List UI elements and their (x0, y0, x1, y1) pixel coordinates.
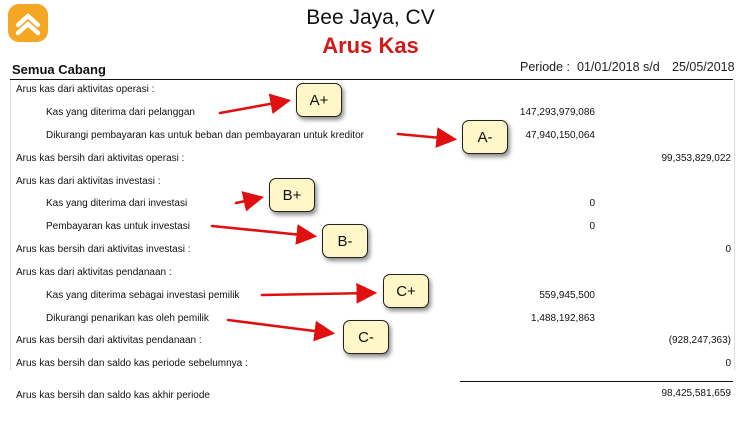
ending-balance-value: 98,425,581,659 (661, 388, 731, 399)
operating-inflow-value: 147,293,979,086 (519, 107, 595, 118)
badge-a-minus: A- (462, 120, 508, 154)
investing-inflow-label: Kas yang diterima dari investasi (46, 198, 188, 209)
badge-c-minus: C- (343, 320, 389, 354)
investing-net-label: Arus kas bersih dari aktivitas investasi : (16, 244, 191, 255)
periode-to: 25/05/2018 (672, 60, 735, 74)
investing-outflow-value: 0 (589, 221, 595, 232)
operating-inflow-label: Kas yang diterima dari pelanggan (46, 107, 195, 118)
ending-balance-label: Arus kas bersih dan saldo kas akhir periode (16, 390, 210, 401)
operating-header: Arus kas dari aktivitas operasi : (16, 84, 155, 95)
report-title: Arus Kas (322, 33, 419, 58)
branch-label: Semua Cabang (12, 62, 106, 77)
financing-net-label: Arus kas bersih dari aktivitas pendanaan : (16, 335, 202, 346)
operating-outflow-value: 47,940,150,064 (525, 130, 595, 141)
periode-from: 01/01/2018 s/d (577, 60, 660, 74)
badge-a-plus: A+ (296, 83, 342, 117)
financing-inflow-label: Kas yang diterima sebagai investasi pemilik (46, 290, 240, 301)
badge-c-plus: C+ (383, 274, 429, 308)
financing-outflow-label: Dikurangi penarikan kas oleh pemilik (46, 313, 209, 324)
operating-outflow-label: Dikurangi pembayaran kas untuk beban dan pembayaran untuk kreditor (46, 130, 364, 141)
financing-inflow-value: 559,945,500 (539, 290, 595, 301)
badge-b-minus: B- (322, 224, 368, 258)
investing-outflow-label: Pembayaran kas untuk investasi (46, 221, 190, 232)
financing-net-value: (928,247,363) (668, 335, 731, 346)
operating-net-value: 99,353,829,022 (661, 153, 731, 164)
badge-b-plus: B+ (269, 178, 315, 212)
investing-net-value: 0 (725, 244, 731, 255)
financing-outflow-value: 1,488,192,863 (531, 313, 595, 324)
previous-balance-value: 0 (725, 358, 731, 369)
periode-label: Periode : (520, 60, 571, 74)
investing-header: Arus kas dari aktivitas investasi : (16, 176, 161, 187)
investing-inflow-value: 0 (589, 198, 595, 209)
company-name: Bee Jaya, CV (306, 6, 435, 29)
total-divider (460, 381, 733, 382)
financing-header: Arus kas dari aktivitas pendanaan : (16, 267, 172, 278)
operating-net-label: Arus kas bersih dari aktivitas operasi : (16, 153, 185, 164)
previous-balance-label: Arus kas bersih dan saldo kas periode sebelumnya : (16, 358, 248, 369)
